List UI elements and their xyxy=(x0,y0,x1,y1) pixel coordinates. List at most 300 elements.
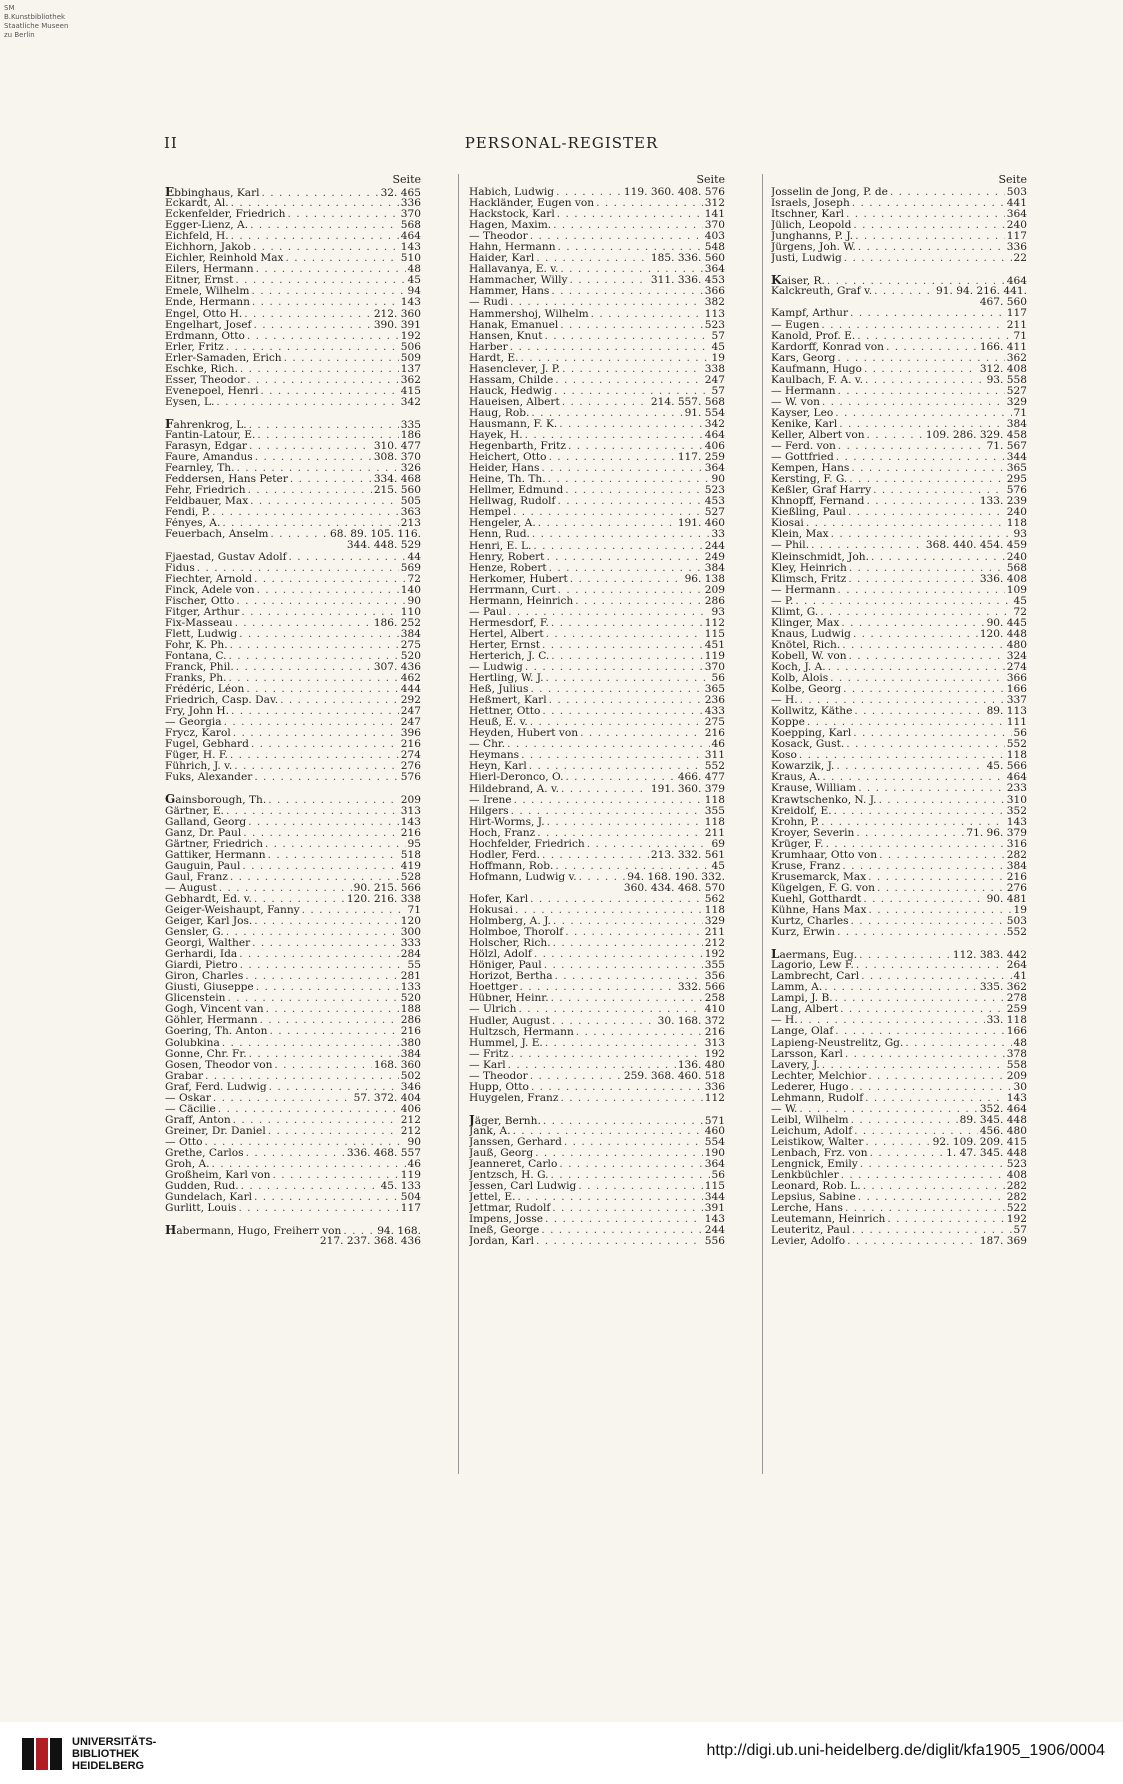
index-entry xyxy=(469,1181,725,1192)
index-entry xyxy=(469,1049,725,1060)
index-entry xyxy=(771,286,1027,297)
page-references: 460 xyxy=(704,1125,725,1137)
index-entry xyxy=(469,331,725,342)
index-entry xyxy=(165,1038,421,1049)
leader-dots xyxy=(218,1104,399,1115)
entry-name: — Paul xyxy=(469,606,507,618)
index-entry xyxy=(165,761,421,772)
index-entry xyxy=(469,717,725,728)
entry-name: Grabar xyxy=(165,1070,204,1082)
page-references: 109. 286. 329. 458 xyxy=(925,429,1027,441)
entry-name: Hempel xyxy=(469,507,511,519)
leader-dots xyxy=(521,353,710,364)
page-references: 324 xyxy=(1006,650,1027,662)
leader-dots xyxy=(871,552,1005,563)
leader-dots xyxy=(544,331,709,342)
leader-dots xyxy=(272,1170,398,1181)
entry-name: — Eugen xyxy=(771,319,820,331)
index-entry xyxy=(771,1015,1027,1026)
leader-dots xyxy=(551,993,703,1004)
index-entry xyxy=(771,408,1027,419)
source-link[interactable]: http://digi.ub.uni-heidelberg.de/diglit/kfa1905_1906/0004 xyxy=(706,1742,1105,1759)
page-references: 91. 94. 216. 441. xyxy=(936,286,1027,298)
index-entry xyxy=(165,861,421,872)
leader-dots xyxy=(239,629,399,640)
index-entry xyxy=(771,386,1027,397)
entry-name: Fitger, Arthur xyxy=(165,606,240,618)
index-entry xyxy=(469,364,725,375)
index-entry xyxy=(165,938,421,949)
page-references: 216 xyxy=(400,827,421,839)
entry-name: Giardi, Pietro xyxy=(165,960,238,972)
leader-dots xyxy=(249,420,399,430)
leader-dots xyxy=(851,1082,1012,1093)
page-references: 502 xyxy=(400,1070,421,1082)
entry-name: Hellwag, Rudolf xyxy=(469,496,556,508)
page-references: 503 xyxy=(1006,916,1027,928)
leader-dots xyxy=(562,364,703,375)
entry-name: Höniger, Paul xyxy=(469,960,542,972)
page-references: 143 xyxy=(1006,816,1027,828)
page-references: 71 xyxy=(1013,330,1027,342)
index-entry xyxy=(469,662,725,673)
page-references: 336 xyxy=(400,198,421,210)
index-entry xyxy=(771,640,1027,651)
leader-dots xyxy=(800,695,1005,706)
page-references: 143 xyxy=(400,816,421,828)
entry-name: — Ulrich xyxy=(469,1004,517,1016)
page-references: 406 xyxy=(400,1103,421,1115)
index-entry xyxy=(469,209,725,220)
index-column-3 xyxy=(771,174,1027,1247)
page-references: 112. 383. 442 xyxy=(952,949,1027,961)
leader-dots xyxy=(868,1071,1004,1082)
page-references: 94. 168. 190. 332. xyxy=(627,871,725,883)
page-references: 441 xyxy=(1006,198,1027,210)
entry-name: Jordan, Karl xyxy=(469,1236,535,1248)
page-references: 212 xyxy=(400,1125,421,1137)
index-entry xyxy=(771,552,1027,563)
leader-dots xyxy=(228,673,398,684)
page-references: 276 xyxy=(1006,882,1027,894)
leader-dots xyxy=(596,198,703,209)
index-entry xyxy=(165,331,421,342)
page-references: 406 xyxy=(704,441,725,453)
leader-dots xyxy=(847,1236,978,1247)
leader-dots xyxy=(251,286,405,297)
index-entry xyxy=(469,320,725,331)
index-entry xyxy=(771,596,1027,607)
page-references: 462 xyxy=(400,673,421,685)
page-references: 370 xyxy=(704,220,725,232)
leader-dots xyxy=(260,1015,399,1026)
page-references: 451 xyxy=(704,639,725,651)
leader-dots xyxy=(806,518,1005,529)
index-entry xyxy=(165,629,421,640)
leader-dots xyxy=(510,297,703,308)
page-references: 249 xyxy=(704,551,725,563)
leader-dots xyxy=(587,839,710,850)
page-references: 552 xyxy=(1006,927,1027,939)
index-entry xyxy=(469,684,725,695)
leader-dots xyxy=(530,717,703,728)
entry-name: Fohr, K. Ph. xyxy=(165,639,228,651)
leader-dots xyxy=(245,971,399,982)
index-entry xyxy=(469,297,725,308)
entry-name: — Gottfried xyxy=(771,452,834,464)
leader-dots xyxy=(866,496,977,507)
entry-name: Jürgens, Joh. W. xyxy=(771,242,856,254)
index-entry xyxy=(469,1148,725,1159)
entry-name: Krumhaar, Otto von xyxy=(771,849,878,861)
page-references: 217. 237. 368. 436 xyxy=(319,1236,421,1248)
index-entry xyxy=(469,286,725,297)
entry-name: Fischer, Otto xyxy=(165,595,235,607)
entry-name: Jentzsch, H. G. xyxy=(469,1170,549,1182)
index-entry xyxy=(771,1137,1027,1148)
page-references: 576 xyxy=(1006,485,1027,497)
index-entry xyxy=(469,993,725,1004)
leader-dots xyxy=(241,1181,379,1192)
page-references: 209 xyxy=(400,794,421,806)
index-entry xyxy=(469,408,725,419)
index-entry xyxy=(771,872,1027,883)
index-entry xyxy=(165,872,421,883)
entry-name: Gainsborough, Th. xyxy=(165,794,267,806)
index-entry xyxy=(469,253,725,264)
index-entry xyxy=(771,1203,1027,1214)
index-entry xyxy=(165,275,421,286)
index-entry xyxy=(469,1060,725,1071)
page-references: 329 xyxy=(1006,396,1027,408)
entry-name: Kruse, Franz xyxy=(771,860,841,872)
page-references: 240 xyxy=(1006,507,1027,519)
index-entry xyxy=(469,1137,725,1148)
page-references: 391 xyxy=(704,1203,725,1215)
entry-name: Lang, Albert xyxy=(771,1004,839,1016)
index-entry xyxy=(165,1181,421,1192)
index-entry xyxy=(165,1015,421,1026)
entry-name: Kley, Heinrich xyxy=(771,562,847,574)
index-entry xyxy=(469,872,725,883)
entry-name: Führich, J. v. xyxy=(165,761,233,773)
entry-name: Farasyn, Edgar xyxy=(165,441,247,453)
leader-dots xyxy=(230,640,399,651)
entry-name: Lavery, J. xyxy=(771,1059,820,1071)
page-references: 333 xyxy=(400,938,421,950)
index-entry xyxy=(469,960,725,971)
leader-dots xyxy=(239,949,399,960)
leader-dots xyxy=(555,861,709,872)
leader-dots xyxy=(852,198,1005,209)
index-entry xyxy=(771,662,1027,673)
page-references: 41 xyxy=(1013,971,1027,983)
leader-dots xyxy=(343,1226,375,1236)
entry-name: Hilgers xyxy=(469,805,509,817)
entry-name: Kurtz, Charles xyxy=(771,916,849,928)
entry-name: Heyden, Hubert von xyxy=(469,728,579,740)
index-entry xyxy=(165,342,421,353)
index-entry xyxy=(771,684,1027,695)
leader-dots xyxy=(274,1060,371,1071)
entry-name: Fidus xyxy=(165,562,195,574)
entry-name: Henri, E. L. xyxy=(469,540,532,552)
page-references: 56 xyxy=(1013,728,1027,740)
index-entry xyxy=(469,529,725,540)
index-entry xyxy=(469,607,725,618)
index-entry xyxy=(771,242,1027,253)
leader-dots xyxy=(548,474,710,485)
index-entry xyxy=(771,706,1027,717)
index-entry xyxy=(771,927,1027,938)
entry-name: Heine, Th. Th. xyxy=(469,474,546,486)
leader-dots xyxy=(795,596,1011,607)
page-references: 554 xyxy=(704,1136,725,1148)
leader-dots xyxy=(580,728,703,739)
leader-dots xyxy=(253,242,399,253)
leader-dots xyxy=(520,982,676,993)
page-references: 115 xyxy=(704,1181,725,1193)
entry-name: Haug, Rob. xyxy=(469,407,530,419)
entry-name: — W. von xyxy=(771,396,820,408)
leader-dots xyxy=(575,596,703,607)
index-entry xyxy=(469,474,725,485)
entry-name: Kampf, Arthur xyxy=(771,308,849,320)
entry-name: Faure, Amandus xyxy=(165,452,253,464)
page-references: 278 xyxy=(1006,993,1027,1005)
leader-dots xyxy=(262,188,379,198)
page-references: 185. 336. 560 xyxy=(650,253,725,265)
leader-dots xyxy=(531,408,682,419)
entry-name: Fendi, P. xyxy=(165,507,211,519)
leader-dots xyxy=(591,309,703,320)
entry-name: Hackstock, Karl xyxy=(469,209,555,221)
entry-name: Gudden, Rud. xyxy=(165,1181,239,1193)
leader-dots xyxy=(554,386,710,397)
index-entry xyxy=(469,596,725,607)
leader-dots xyxy=(269,1082,399,1093)
entry-name: Eichler, Reinhold Max xyxy=(165,253,284,265)
seite-label: Seite xyxy=(392,173,421,186)
leader-dots xyxy=(555,375,702,386)
entry-name: Heymans xyxy=(469,750,520,762)
page-references: 336 xyxy=(1006,242,1027,254)
leader-dots xyxy=(852,1225,1012,1236)
page-references: 310. 477 xyxy=(373,441,421,453)
page-references: 552 xyxy=(1006,739,1027,751)
page-references: 370 xyxy=(704,662,725,674)
entry-name: — Hermann xyxy=(771,584,836,596)
page-number: II xyxy=(164,134,178,152)
page-references: 214. 557. 568 xyxy=(650,396,725,408)
leader-dots xyxy=(254,894,345,905)
index-entry xyxy=(469,817,725,828)
page-references: 117. 259 xyxy=(677,452,725,464)
page-references: 365 xyxy=(704,684,725,696)
entry-name: Henry, Robert xyxy=(469,551,545,563)
leader-dots xyxy=(860,1159,1005,1170)
university-library-logo-icon xyxy=(20,1734,64,1774)
entry-name: Kollwitz, Käthe xyxy=(771,706,853,718)
page-references: 282 xyxy=(1006,1192,1027,1204)
entry-name: Hofmann, Ludwig v. xyxy=(469,871,577,883)
entry-name: Hausmann, F. K. xyxy=(469,418,558,430)
page-references: 69 xyxy=(711,838,725,850)
institution-name-text: UNIVERSITÄTS- BIBLIOTHEK HEIDELBERG xyxy=(72,1736,157,1772)
entry-name: Janssen, Gerhard xyxy=(469,1136,562,1148)
page-references: 141 xyxy=(704,209,725,221)
entry-name: Hammacher, Willy xyxy=(469,275,568,287)
index-entry xyxy=(165,1093,421,1104)
leader-dots xyxy=(538,518,676,529)
leader-dots xyxy=(549,452,676,463)
page-references: 45. 133 xyxy=(380,1181,421,1193)
index-entry xyxy=(165,982,421,993)
entry-name: Hengeler, A. xyxy=(469,518,536,530)
index-entry xyxy=(771,1170,1027,1181)
entry-name: — Ferd. von xyxy=(771,441,836,453)
leader-dots xyxy=(257,585,399,596)
entry-name: — Cäcilie xyxy=(165,1103,216,1115)
index-entry xyxy=(469,629,725,640)
entry-name: Heyn, Karl xyxy=(469,761,527,773)
leader-dots xyxy=(257,430,398,441)
leader-dots xyxy=(553,938,703,949)
page-references: 212 xyxy=(704,938,725,950)
index-entry xyxy=(165,695,421,706)
entry-name: Junghanns, P. J. xyxy=(771,231,854,243)
page-references: 111 xyxy=(1006,717,1027,729)
leader-dots xyxy=(508,607,709,618)
entry-name: Hokusai xyxy=(469,905,513,917)
entry-name: Franks, Ph. xyxy=(165,673,227,685)
index-entry xyxy=(771,441,1027,452)
page-references: 335 xyxy=(400,418,421,430)
entry-name: Kempen, Hans xyxy=(771,463,850,475)
leader-dots xyxy=(551,651,702,662)
page-references: 307. 436 xyxy=(373,661,421,673)
entry-name: — H. xyxy=(771,695,798,707)
index-entry xyxy=(771,629,1027,640)
leader-dots xyxy=(244,309,372,320)
entry-name: Graff, Anton xyxy=(165,1114,231,1126)
leader-dots xyxy=(551,618,703,629)
page-references: 33. 118 xyxy=(986,1015,1027,1027)
page-references: 275 xyxy=(704,717,725,729)
leader-dots xyxy=(853,220,1004,231)
entry-name: Georgi, Walther xyxy=(165,938,251,950)
entry-name: Herter, Ernst xyxy=(469,639,541,651)
page-references: 415 xyxy=(400,385,421,397)
page-references: 505 xyxy=(400,496,421,508)
entry-name: Heß, Julius xyxy=(469,684,529,696)
index-entry-continuation xyxy=(165,1236,421,1247)
entry-name: Friedrich, Casp. Dav. xyxy=(165,695,279,707)
page-references: 364 xyxy=(1006,209,1027,221)
index-entry xyxy=(469,618,725,629)
leader-dots xyxy=(845,1049,1005,1060)
index-entry xyxy=(165,817,421,828)
index-entry xyxy=(469,1192,725,1203)
entry-name: Hübner, Heinr. xyxy=(469,993,549,1005)
page-references: 334. 468 xyxy=(373,474,421,486)
leader-dots xyxy=(268,795,399,805)
entry-name: Gaul, Franz xyxy=(165,871,228,883)
index-entry xyxy=(771,1082,1027,1093)
page-references: 366 xyxy=(704,286,725,298)
entry-name: Heichert, Otto xyxy=(469,452,547,464)
index-entry xyxy=(165,673,421,684)
leader-dots xyxy=(226,806,399,817)
entry-name: Lamm, A. xyxy=(771,982,823,994)
entry-name: Kardorff, Konrad von xyxy=(771,341,884,353)
index-entry xyxy=(469,1004,725,1015)
entry-name: Kleinschmidt, Joh. xyxy=(771,551,869,563)
page-references: 119 xyxy=(704,650,725,662)
index-entry xyxy=(771,761,1027,772)
leader-dots xyxy=(837,353,1004,364)
page-references: 363 xyxy=(400,507,421,519)
index-entry xyxy=(469,541,725,552)
entry-name: Kanold, Prof. E. xyxy=(771,330,856,342)
entry-name: — Georgia xyxy=(165,717,222,729)
index-entry xyxy=(469,496,725,507)
entry-name: Jäger, Bernh. xyxy=(469,1114,541,1126)
index-entry xyxy=(469,982,725,993)
entry-name: Lange, Olaf xyxy=(771,1026,834,1038)
entry-name: — Oskar xyxy=(165,1092,211,1104)
index-entry xyxy=(165,198,421,209)
leader-dots xyxy=(856,828,964,839)
page-references: 216 xyxy=(704,728,725,740)
page-references: 344 xyxy=(704,1192,725,1204)
index-column-1 xyxy=(165,174,421,1247)
leader-dots xyxy=(879,850,1005,861)
entry-name: Göhler, Hermann xyxy=(165,1015,258,1027)
leader-dots xyxy=(854,1126,978,1137)
index-entry xyxy=(771,673,1027,684)
index-entry xyxy=(771,397,1027,408)
index-entry xyxy=(771,883,1027,894)
entry-name: Koppe xyxy=(771,717,805,729)
index-entry xyxy=(165,430,421,441)
entry-name: Feuerbach, Anselm xyxy=(165,529,269,541)
entry-name: Kayser, Leo xyxy=(771,407,834,419)
page-references: 117 xyxy=(400,1203,421,1215)
index-entry xyxy=(165,739,421,750)
page-references: 311. 336. 453 xyxy=(650,275,725,287)
entry-name: Hultzsch, Hermann xyxy=(469,1026,574,1038)
page-references: 45 xyxy=(407,275,421,287)
index-entry xyxy=(469,1170,725,1181)
leader-dots xyxy=(855,231,1005,242)
leader-dots xyxy=(252,938,399,949)
page-references: 240 xyxy=(1006,551,1027,563)
page-references: 93 xyxy=(1013,529,1027,541)
leader-dots xyxy=(842,640,1005,651)
page-references: 520 xyxy=(400,993,421,1005)
page-references: 342 xyxy=(704,418,725,430)
index-entry xyxy=(165,452,421,463)
page-references: 518 xyxy=(400,849,421,861)
page-references: 282 xyxy=(1006,1181,1027,1193)
entry-name: Fuks, Alexander xyxy=(165,772,253,784)
index-entry xyxy=(165,187,421,198)
page-references: 90. 481 xyxy=(986,893,1027,905)
page-references: 33 xyxy=(711,529,725,541)
page-references: 286 xyxy=(400,1015,421,1027)
index-entry xyxy=(469,971,725,982)
